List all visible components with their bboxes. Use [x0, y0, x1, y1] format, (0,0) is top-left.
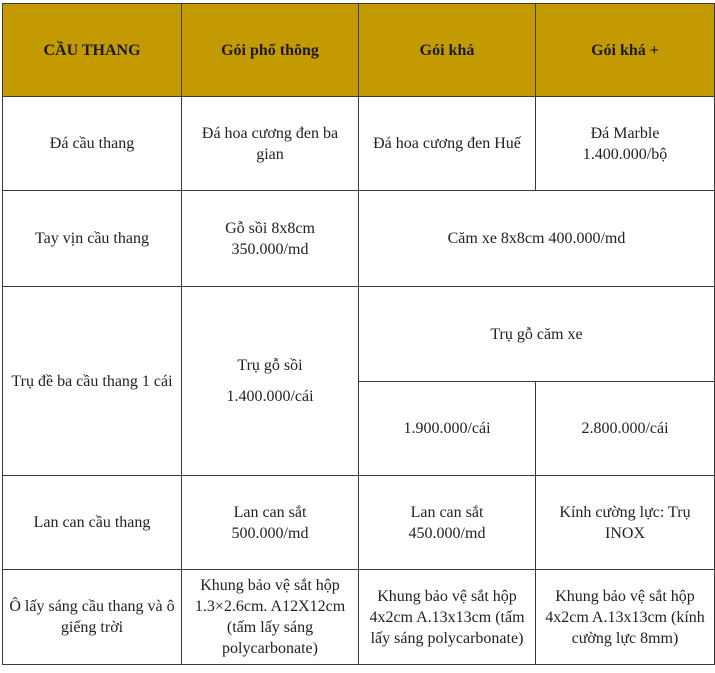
cell-handrail-good-merged: Căm xe 8x8cm 400.000/md [359, 191, 715, 287]
cell-railing-good [359, 476, 536, 570]
table-row-newel [3, 287, 715, 382]
cell-railing-good-plus: Kính cường lực: Trụ INOX [536, 476, 715, 570]
railing-basic-price: 500.000/md [231, 524, 309, 542]
handrail-basic-material: Gỗ sồi 8x8cm [225, 219, 315, 237]
railing-basic-material: Lan can sắt [233, 503, 307, 521]
steps-good-plus-price: 1.400.000/bộ [582, 145, 668, 163]
row-label-newel: Trụ đề ba cầu thang 1 cái [3, 287, 182, 476]
header-row [3, 4, 715, 97]
railing-good-material: Lan can sắt [410, 503, 484, 521]
header-good-package: Gói khá [359, 4, 536, 97]
row-label-handrail: Tay vịn cầu thang [3, 191, 182, 287]
row-label-railing: Lan can cầu thang [3, 476, 182, 570]
cell-steps-good: Đá hoa cương đen Huế [359, 97, 536, 191]
row-label-steps: Đá cầu thang [3, 97, 182, 191]
cell-handrail-basic [182, 191, 359, 287]
railing-good-price: 450.000/md [408, 524, 486, 542]
table-row-steps [3, 97, 715, 191]
handrail-basic-price: 350.000/md [231, 240, 309, 258]
cell-railing-basic [182, 476, 359, 570]
cell-skylight-good: Khung bảo vệ sắt hộp 4x2cm A.13x13cm (tấm lấy sáng polycarbonate) [359, 570, 536, 665]
cell-skylight-basic: Khung bảo vệ sắt hộp 1.3×2.6cm. A12X12cm (tấm lấy sáng polycarbonate) [182, 570, 359, 665]
header-basic-package: Gói phổ thông [182, 4, 359, 97]
steps-good-plus-material: Đá Marble [590, 124, 660, 142]
table-row-skylight [3, 570, 715, 665]
newel-basic-price: 1.400.000/cái [226, 388, 314, 405]
table-row-railing [3, 476, 715, 570]
staircase-price-table [2, 3, 715, 665]
cell-newel-good-merged: Trụ gỗ căm xe [359, 287, 715, 382]
table-row-handrail [3, 191, 715, 287]
cell-steps-basic: Đá hoa cương đen ba gian [182, 97, 359, 191]
newel-basic-material: Trụ gỗ sồi [237, 357, 303, 374]
cell-skylight-good-plus: Khung bảo vệ sắt hộp 4x2cm A.13x13cm (kính cường lực 8mm) [536, 570, 715, 665]
cell-steps-good-plus [536, 97, 715, 191]
cell-newel-good-price: 1.900.000/cái [359, 382, 536, 476]
row-label-skylight: Ô lấy sáng cầu thang và ô giếng trời [3, 570, 182, 665]
cell-newel-good-plus-price: 2.800.000/cái [536, 382, 715, 476]
header-good-plus-package: Gói khá + [536, 4, 715, 97]
header-stairs: CẦU THANG [3, 4, 182, 97]
cell-newel-basic [182, 287, 359, 476]
